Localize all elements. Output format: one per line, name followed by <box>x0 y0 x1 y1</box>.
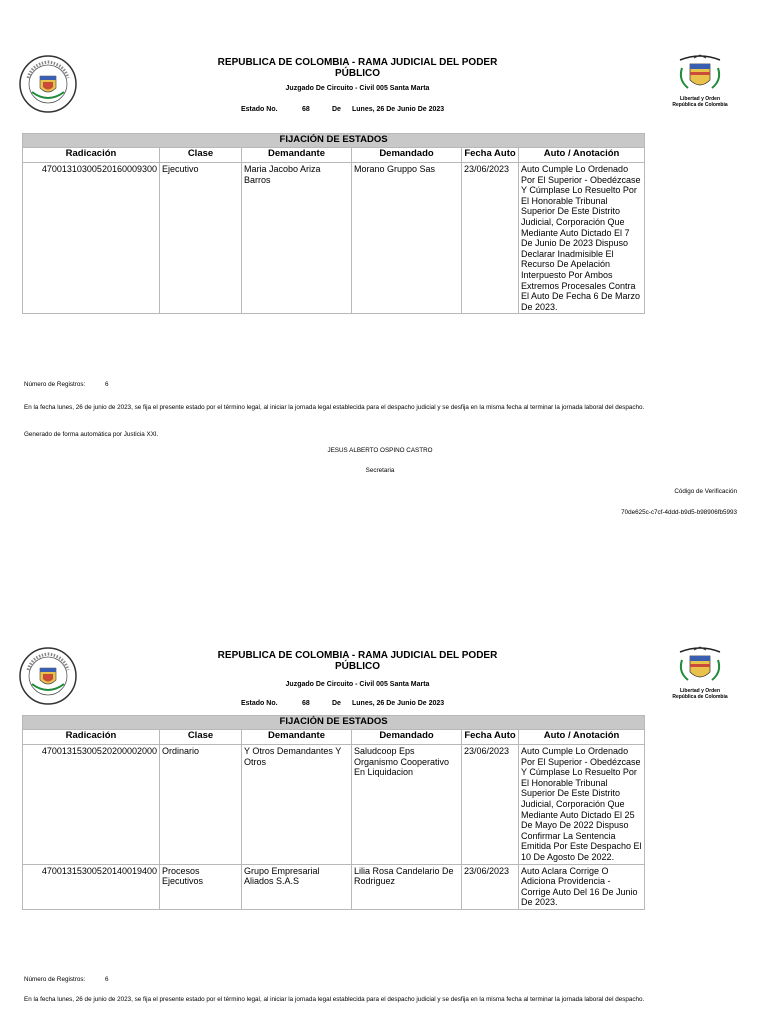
demandado-cell: Lilia Rosa Candelario De Rodriguez <box>352 864 462 909</box>
verification-code-value: 70de625c-c7cf-4ddd-b9d5-b98906fb5993 <box>621 509 737 516</box>
table-row <box>23 745 645 865</box>
document-title: REPUBLICA DE COLOMBIA - RAMA JUDICIAL DEL PODER PÚBLICO <box>217 57 498 79</box>
radicacion-cell: 47001310300520160009300 <box>23 163 160 314</box>
column-header: Fecha Auto <box>462 730 519 745</box>
registros-line <box>24 976 109 984</box>
estado-number: 68 <box>302 700 310 707</box>
table-title: FIJACIÓN DE ESTADOS <box>23 134 645 148</box>
court-name: Juzgado De Circuito - Civil 005 Santa Marta <box>285 681 430 688</box>
fijacion-note: En la fecha lunes, 26 de junio de 2023, se fija el presente estado por el término legal, al iniciar la jornada legal establecida para el despacho judicial y se desfija en la misma fecha al terminar la jornada laboral del despacho. <box>24 996 645 1003</box>
registros-label: Número de Registros: <box>24 381 86 388</box>
signer-role: Secretaria <box>365 467 395 474</box>
column-header: Demandado <box>352 148 462 163</box>
clase-cell: Ejecutivo <box>160 163 242 314</box>
clase-cell: Procesos Ejecutivos <box>160 864 242 909</box>
table-title: FIJACIÓN DE ESTADOS <box>23 716 645 730</box>
de-label: De <box>332 106 341 113</box>
fecha-cell: 23/06/2023 <box>462 163 519 314</box>
document-title: REPUBLICA DE COLOMBIA - RAMA JUDICIAL DEL PODER PÚBLICO <box>217 650 498 672</box>
estado-date: Lunes, 26 De Junio De 2023 <box>352 700 445 707</box>
demandante-cell: Y Otros Demandantes Y Otros <box>242 745 352 865</box>
fecha-cell: 23/06/2023 <box>462 864 519 909</box>
column-header: Auto / Anotación <box>519 730 645 745</box>
demandante-cell: Grupo Empresarial Aliados S.A.S <box>242 864 352 909</box>
generated-note: Generado de forma automática por Justicia XXI. <box>24 431 159 438</box>
fijacion-table <box>22 133 645 314</box>
radicacion-cell: 47001315300520200002000 <box>23 745 160 865</box>
column-header: Radicación <box>23 730 160 745</box>
demandante-cell: Maria Jacobo Ariza Barros <box>242 163 352 314</box>
column-header: Demandado <box>352 730 462 745</box>
estado-date: Lunes, 26 De Junio De 2023 <box>352 106 445 113</box>
signer-name: JESUS ALBERTO OSPINO CASTRO <box>327 447 433 454</box>
column-header: Auto / Anotación <box>519 148 645 163</box>
column-header: Clase <box>160 148 242 163</box>
registros-line <box>24 381 109 389</box>
court-name: Juzgado De Circuito - Civil 005 Santa Marta <box>285 85 430 92</box>
demandado-cell: Morano Gruppo Sas <box>352 163 462 314</box>
column-header: Clase <box>160 730 242 745</box>
estado-number: 68 <box>302 106 310 113</box>
anotacion-cell: Auto Aclara Corrige O Adiciona Providencia - Corrige Auto Del 16 De Junio De 2023. <box>519 864 645 909</box>
estado-label: Estado No. <box>241 700 278 707</box>
demandado-cell: Saludcoop Eps Organismo Cooperativo En Liquidacion <box>352 745 462 865</box>
column-header: Radicación <box>23 148 160 163</box>
registros-label: Número de Registros: <box>24 976 86 983</box>
anotacion-cell: Auto Cumple Lo Ordenado Por El Superior - Obedézcase Y Cúmplase Lo Resuelto Por El Honorable Tribunal Superior De Este Distrito Judicial, Corporación Que Mediante Auto Dictado El 7 De Junio De 2023 Dispuso Declarar Inadmisible El Recurso De Apelación Interpuesto Por Ambos Extremos Procesales Contra El Auto De Fecha 6 De Marzo De 2023. <box>519 163 645 314</box>
de-label: De <box>332 700 341 707</box>
column-header: Demandante <box>242 730 352 745</box>
estado-label: Estado No. <box>241 106 278 113</box>
colombia-coat-of-arms <box>672 646 728 702</box>
table-row <box>23 864 645 909</box>
coat-of-arms-motto: Libertad y Orden República de Colombia <box>672 96 728 108</box>
rama-judicial-seal-icon <box>18 54 78 114</box>
coat-of-arms-motto: Libertad y Orden República de Colombia <box>672 688 728 700</box>
clase-cell: Ordinario <box>160 745 242 865</box>
colombia-coat-of-arms <box>672 54 728 110</box>
radicacion-cell: 47001315300520140019400 <box>23 864 160 909</box>
verification-code-label: Código de Verificación <box>674 488 737 495</box>
coat-of-arms-icon <box>672 54 728 98</box>
table-row <box>23 163 645 314</box>
fecha-cell: 23/06/2023 <box>462 745 519 865</box>
registros-value: 6 <box>105 381 109 388</box>
anotacion-cell: Auto Cumple Lo Ordenado Por El Superior - Obedézcase Y Cúmplase Lo Resuelto Por El Honorable Tribunal Superior De Este Distrito Judicial, Corporación Que Mediante Auto Dictado El 25 De Mayo De 2022 Dispuso Confirmar La Sentencia Emitida Por Este Despacho El 10 De Agosto De 2022. <box>519 745 645 865</box>
registros-value: 6 <box>105 976 109 983</box>
fijacion-note: En la fecha lunes, 26 de junio de 2023, se fija el presente estado por el término legal, al iniciar la jornada legal establecida para el despacho judicial y se desfija en la misma fecha al terminar la jornada laboral del despacho. <box>24 404 645 411</box>
column-header: Demandante <box>242 148 352 163</box>
column-header: Fecha Auto <box>462 148 519 163</box>
coat-of-arms-icon <box>672 646 728 690</box>
fijacion-table <box>22 715 645 910</box>
rama-judicial-seal-icon <box>18 646 78 706</box>
